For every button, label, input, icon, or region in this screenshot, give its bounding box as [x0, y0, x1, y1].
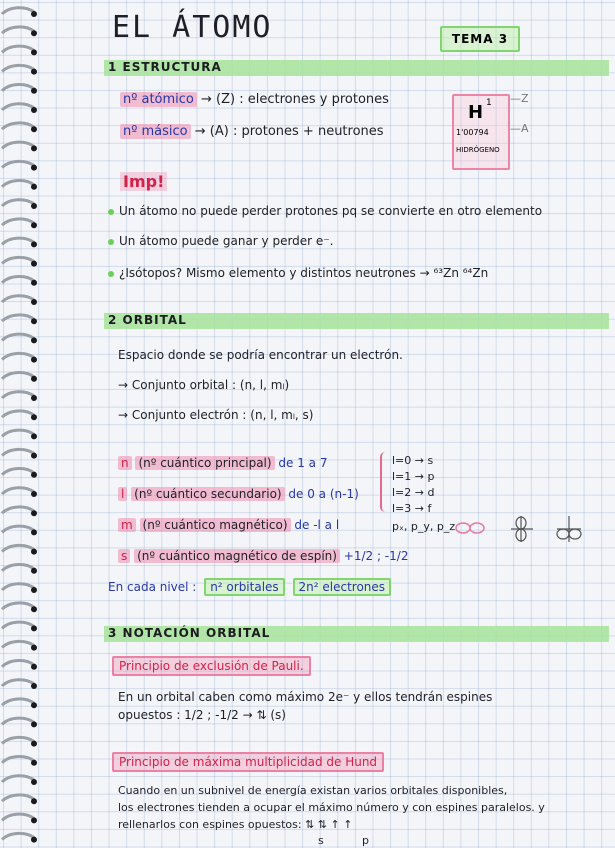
spiral-hole: [31, 453, 37, 459]
pauli-text-1: En un orbital caben como máximo 2e⁻ y ellos tendrán espines: [118, 690, 493, 704]
spiral-coil: [2, 449, 34, 455]
spiral-coil: [2, 814, 34, 820]
spiral-hole: [31, 261, 37, 267]
element-a-pointer: —A: [510, 122, 529, 135]
px-lobes: [456, 523, 484, 533]
hund-label-p: p: [362, 834, 369, 847]
spiral-coil: [2, 488, 34, 494]
orbital-set-line: → Conjunto orbital : (n, l, mₗ): [118, 378, 290, 392]
spiral-hole: [31, 549, 37, 555]
l-map-3: l=3 → f: [392, 502, 432, 515]
spiral-coil: [2, 680, 34, 686]
mass-number-line: [120, 124, 384, 139]
spiral-coil: [2, 526, 34, 532]
quantum-m: [118, 518, 339, 532]
spiral-coil: [2, 622, 34, 628]
spiral-coil: [2, 257, 34, 263]
spiral-coil: [2, 392, 34, 398]
p-orbital-sketches: [455, 512, 595, 548]
spiral-coil: [2, 584, 34, 590]
spiral-coil: [2, 65, 34, 71]
spiral-hole: [31, 222, 37, 228]
spiral-coil: [2, 833, 34, 839]
spiral-coil: [2, 430, 34, 436]
hund-text-1: Cuando en un subnivel de energía existan varios orbitales disponibles,: [118, 784, 508, 797]
spiral-hole: [31, 395, 37, 401]
nivel-label: En cada nivel :: [108, 580, 197, 594]
spiral-coil: [2, 315, 34, 321]
spiral-hole: [31, 49, 37, 55]
spiral-hole: [31, 779, 37, 785]
spiral-hole: [31, 664, 37, 670]
spiral-hole: [31, 357, 37, 363]
spiral-hole: [31, 184, 37, 190]
spiral-coil: [2, 200, 34, 206]
spiral-hole: [31, 126, 37, 132]
quantum-s-desc: (nº cuántico magnético de espín): [134, 549, 340, 563]
section1-heading: 1 ESTRUCTURA: [108, 60, 222, 74]
element-name: HIDRÓGENO: [456, 146, 500, 154]
spiral-hole: [31, 645, 37, 651]
spiral-hole: [31, 241, 37, 247]
element-mass: 1'00794: [456, 128, 489, 137]
spiral-hole: [31, 529, 37, 535]
spiral-coil: [2, 334, 34, 340]
spiral-coil: [2, 181, 34, 187]
hund-text-2: los electrones tienden a ocupar el máximo número y con espines paralelos. y: [118, 801, 545, 814]
spiral-hole: [31, 491, 37, 497]
atomic-number-line: [120, 92, 389, 107]
quantum-l: [118, 487, 359, 501]
spiral-coil: [2, 661, 34, 667]
quantum-n-symbol: n: [118, 456, 132, 470]
spiral-hole: [31, 165, 37, 171]
spiral-hole: [31, 798, 37, 804]
hund-title: Principio de máxima multiplicidad de Hund: [112, 752, 384, 772]
nivel-line: [108, 580, 391, 594]
mass-number-desc: → (A) : protones + neutrones: [194, 124, 384, 139]
bullet-1-text: Un átomo no puede perder protones pq se convierte en otro elemento: [119, 204, 543, 218]
tema-badge: [440, 26, 520, 52]
spiral-coil: [2, 123, 34, 129]
quantum-n: [118, 456, 327, 470]
quantum-m-range: de -l a l: [294, 518, 340, 532]
l-map-brace: [380, 452, 390, 512]
spiral-coil: [2, 718, 34, 724]
spiral-coil: [2, 296, 34, 302]
spiral-hole: [31, 587, 37, 593]
spiral-coil: [2, 507, 34, 513]
spiral-coil: [2, 238, 34, 244]
spiral-coil: [2, 161, 34, 167]
nivel-orbitales: n² orbitales: [204, 578, 284, 596]
spiral-hole: [31, 472, 37, 478]
spiral-coil: [2, 46, 34, 52]
pauli-text-2: opuestos : 1/2 ; -1/2 → ⇅ (s): [118, 708, 286, 722]
spiral-hole: [31, 88, 37, 94]
orbital-intro: Espacio donde se podría encontrar un electrón.: [118, 348, 403, 362]
section2-heading: 2 ORBITAL: [108, 313, 187, 327]
electron-set-line: → Conjunto electrón : (n, l, mₗ, s): [118, 408, 314, 422]
spiral-coil: [2, 565, 34, 571]
mass-number-key: nº másico: [120, 124, 191, 139]
spiral-coil: [2, 795, 34, 801]
spiral-hole: [31, 318, 37, 324]
spiral-coil: [2, 353, 34, 359]
nivel-electrones: 2n² electrones: [293, 578, 392, 596]
element-z-pointer: —Z: [510, 92, 529, 105]
hund-text-3: rellenarlos con espines opuestos: ⇅ ⇅ ↑ ↑: [118, 818, 353, 831]
spiral-coil: [2, 219, 34, 225]
pauli-title: Principio de exclusión de Pauli.: [112, 656, 311, 676]
spiral-hole: [31, 337, 37, 343]
l-map-1: l=1 → p: [392, 470, 435, 483]
spiral-coil: [2, 142, 34, 148]
spiral-coil: [2, 27, 34, 33]
spiral-hole: [31, 606, 37, 612]
spiral-hole: [31, 817, 37, 823]
bullet-2-text: Un átomo puede ganar y perder e⁻.: [119, 234, 334, 248]
quantum-m-symbol: m: [118, 518, 136, 532]
py-lobes: [511, 516, 533, 542]
atomic-number-desc: → (Z) : electrones y protones: [201, 92, 389, 107]
l-map-2: l=2 → d: [392, 486, 435, 499]
spiral-coil: [2, 776, 34, 782]
quantum-l-symbol: l: [118, 487, 127, 501]
imp-label: Imp!: [120, 172, 167, 191]
element-symbol: H: [468, 102, 484, 123]
spiral-coil: [2, 373, 34, 379]
atomic-number-key: nº atómico: [120, 92, 197, 107]
spiral-coil: [2, 603, 34, 609]
bullet-2: [108, 234, 333, 248]
spiral-coil: [2, 104, 34, 110]
spiral-hole: [31, 376, 37, 382]
spiral-coil: [2, 545, 34, 551]
spiral-coil: [2, 641, 34, 647]
spiral-coil: [2, 469, 34, 475]
element-a-label: A: [521, 122, 529, 135]
page-title: EL ÁTOMO: [112, 10, 273, 45]
spiral-hole: [31, 510, 37, 516]
p-orbitals: pₓ, p_y, p_z: [392, 520, 456, 533]
spiral-hole: [31, 280, 37, 286]
quantum-l-desc: (nº cuántico secundario): [131, 487, 284, 501]
spiral-hole: [31, 433, 37, 439]
element-z: 1: [486, 98, 492, 108]
spiral-hole: [31, 30, 37, 36]
spiral-hole: [31, 414, 37, 420]
spiral-coil: [2, 699, 34, 705]
spiral-hole: [31, 683, 37, 689]
quantum-s-range: +1/2 ; -1/2: [343, 549, 409, 563]
quantum-m-desc: (nº cuántico magnético): [140, 518, 291, 532]
spiral-hole: [31, 145, 37, 151]
spiral-coil: [2, 411, 34, 417]
spiral-hole: [31, 625, 37, 631]
spiral-hole: [31, 203, 37, 209]
spiral-coil: [2, 757, 34, 763]
section3-heading: 3 NOTACIÓN ORBITAL: [108, 626, 271, 640]
spiral-hole: [31, 11, 37, 17]
quantum-n-desc: (nº cuántico principal): [135, 456, 274, 470]
spiral-binding: [0, 0, 40, 848]
bullet-3-text: ¿Isótopos? Mismo elemento y distintos neutrones → ⁶³Zn ⁶⁴Zn: [119, 266, 489, 280]
tema-label: TEMA 3: [451, 32, 509, 46]
bullet-1: [108, 204, 542, 218]
quantum-s: [118, 549, 408, 563]
spiral-hole: [31, 69, 37, 75]
l-map-0: l=0 → s: [392, 454, 434, 467]
spiral-coil: [2, 737, 34, 743]
spiral-coil: [2, 277, 34, 283]
spiral-hole: [31, 837, 37, 843]
spiral-coil: [2, 85, 34, 91]
spiral-hole: [31, 721, 37, 727]
hund-label-s: s: [318, 834, 324, 847]
element-z-label: Z: [521, 92, 529, 105]
spiral-hole: [31, 107, 37, 113]
spiral-hole: [31, 741, 37, 747]
spiral-hole: [31, 299, 37, 305]
spiral-hole: [31, 760, 37, 766]
element-card: [452, 94, 510, 170]
quantum-n-range: de 1 a 7: [278, 456, 328, 470]
pz-lobes: [557, 516, 581, 542]
quantum-l-range: de 0 a (n-1): [288, 487, 359, 501]
bullet-3: [108, 266, 488, 280]
spiral-hole: [31, 568, 37, 574]
spiral-hole: [31, 702, 37, 708]
spiral-coil: [2, 8, 34, 14]
quantum-s-symbol: s: [118, 549, 130, 563]
